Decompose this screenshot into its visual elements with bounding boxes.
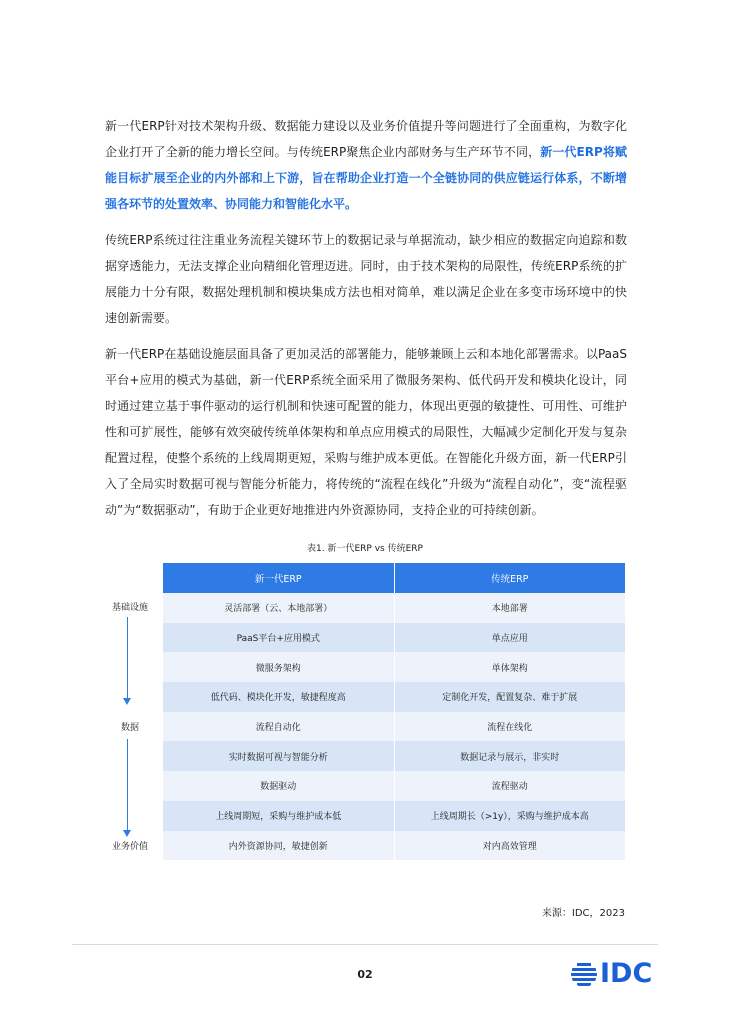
cell-new: 上线周期短，采购与维护成本低	[163, 801, 394, 831]
cell-new: 低代码、模块化开发，敏捷程度高	[163, 682, 394, 712]
cell-new: 实时数据可视与智能分析	[163, 741, 394, 771]
idc-logo	[571, 960, 652, 988]
table-row	[163, 682, 625, 712]
logo-text: IDC	[600, 958, 653, 989]
axis-label-infrastructure: 基础设施	[111, 603, 148, 613]
table-row	[163, 771, 625, 801]
header-new-erp: 新一代ERP	[163, 563, 394, 593]
cell-traditional: 数据记录与展示，非实时	[394, 741, 626, 771]
table-header	[163, 563, 625, 593]
cell-traditional: 对内高效管理	[394, 831, 626, 861]
table-row	[163, 741, 625, 771]
cell-traditional: 上线周期长（>1y），采购与维护成本高	[394, 801, 626, 831]
paragraph-1-text: 新一代ERP针对技术架构升级、数据能力建设以及业务价值提升等问题进行了全面重构，为数字化企业打开了全新的能力增长空间。与传统ERP聚焦企业内部财务与生产环节不同，	[105, 119, 627, 159]
table-row	[163, 593, 625, 623]
paragraph-1-highlight: 新一代ERP将赋能目标扩展至企业的内外部和上下游，旨在帮助企业打造一个全链协同的供应链运行体系，不断增强各环节的处置效率、协同能力和智能化水平。	[105, 145, 627, 211]
cell-traditional: 单体架构	[394, 652, 626, 682]
header-traditional-erp: 传统ERP	[394, 563, 626, 593]
table-row	[163, 623, 625, 653]
axis-label-business-value: 业务价值	[111, 842, 148, 852]
cell-traditional: 本地部署	[394, 593, 626, 623]
cell-traditional: 流程在线化	[394, 712, 626, 742]
cell-traditional: 定制化开发，配置复杂、难于扩展	[394, 682, 626, 712]
body-text	[105, 113, 627, 533]
table-row	[163, 652, 625, 682]
axis-label-data: 数据	[120, 723, 139, 733]
paragraph-3: 新一代ERP在基础设施层面具备了更加灵活的部署能力，能够兼顾上云和本地化部署需求。以PaaS平台+应用的模式为基础，新一代ERP系统全面采用了微服务架构、低代码开发和模块化设计，同时通过建立基于事件驱动的运行机制和快速可配置的能力，体现出更强的敏捷性、可用性、可维护性和可扩展性，能够有效突破传统单体架构和单点应用模式的局限性，大幅减少定制化开发与复杂配置过程，使整个系统的上线周期更短，采购与维护成本更低。在智能化升级方面，新一代ERP引入了全局实时数据可视与智能分析能力，将传统的“流程在线化”升级为“流程自动化”，变“流程驱动”为“数据驱动”，有助于企业更好地推进内外资源协同，支持企业的可持续创新。	[105, 347, 627, 517]
table-row	[163, 831, 625, 861]
cell-new: 数据驱动	[163, 771, 394, 801]
table-row	[163, 801, 625, 831]
cell-new: 灵活部署（云、本地部署）	[163, 593, 394, 623]
source-note: 来源：IDC，2023	[541, 908, 625, 919]
cell-new: 微服务架构	[163, 652, 394, 682]
footer-divider	[72, 944, 658, 945]
table-row	[163, 712, 625, 742]
cell-traditional: 流程驱动	[394, 771, 626, 801]
comparison-table	[163, 563, 625, 860]
cell-new: 内外资源协同，敏捷创新	[163, 831, 394, 861]
page-number: 02	[357, 968, 373, 981]
table-caption: 表1. 新一代ERP vs 传统ERP	[307, 544, 423, 554]
globe-icon	[571, 961, 597, 987]
paragraph-1	[105, 113, 627, 217]
cell-traditional: 单点应用	[394, 623, 626, 653]
paragraph-2: 传统ERP系统过往注重业务流程关键环节上的数据记录与单据流动，缺少相应的数据定向追踪和数据穿透能力，无法支撑企业向精细化管理迈进。同时，由于技术架构的局限性，传统ERP系统的扩展能力十分有限，数据处理机制和模块集成方法也相对简单，难以满足企业在多变市场环境中的快速创新需要。	[105, 233, 627, 325]
table-row-axis	[100, 563, 160, 863]
cell-new: PaaS平台+应用模式	[163, 623, 394, 653]
cell-new: 流程自动化	[163, 712, 394, 742]
